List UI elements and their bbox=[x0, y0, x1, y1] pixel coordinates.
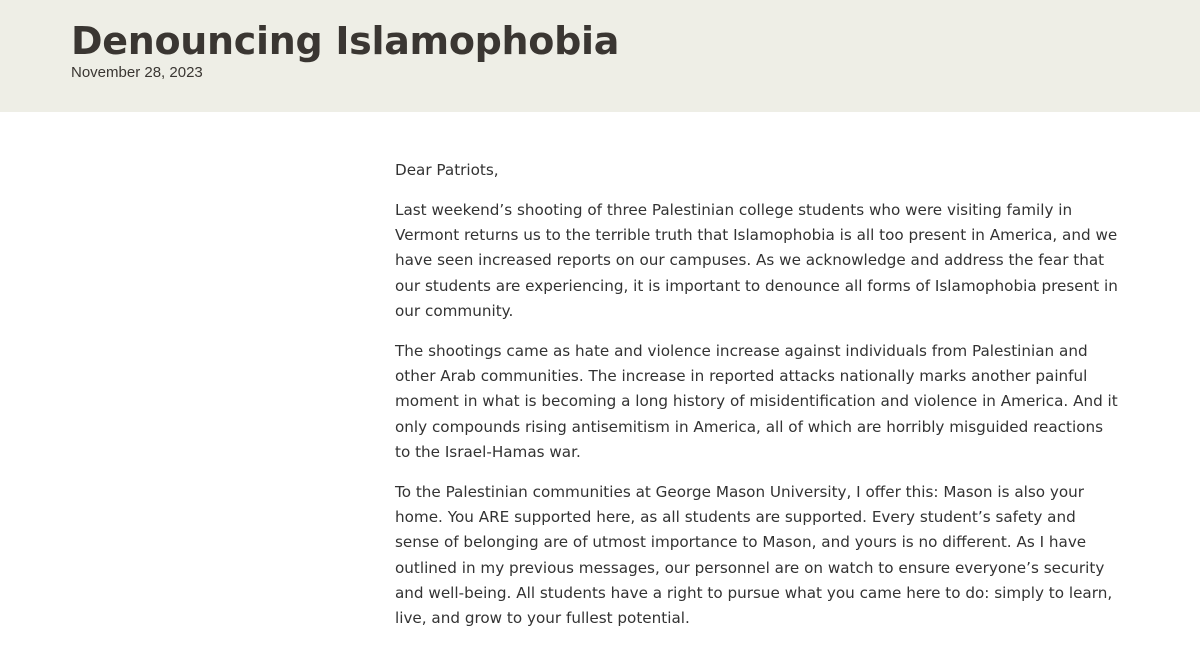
letter-body bbox=[395, 158, 1123, 646]
letter-paragraph: Last weekend’s shooting of three Palestinian college students who were visiting family in Vermont returns us to the terrible truth that Islamophobia is all too present in America, and we have seen increased reports on our campuses. As we acknowledge and address the fear that our students are experiencing, it is important to denounce all forms of Islamophobia present in our community. bbox=[395, 200, 1118, 320]
page-header bbox=[0, 0, 1200, 112]
letter-paragraph: The shootings came as hate and violence increase against individuals from Palestinian and other Arab communities. The increase in reported attacks nationally marks another painful moment in what is becoming a long history of misidentification and violence in America. And it only compounds rising antisemitism in America, all of which are horribly misguided reactions to the Israel-Hamas war. bbox=[395, 341, 1118, 461]
publish-date: November 28, 2023 bbox=[71, 64, 203, 81]
salutation: Dear Patriots, bbox=[395, 161, 499, 179]
page-title: Denouncing Islamophobia bbox=[71, 19, 620, 63]
letter-paragraph: To the Palestinian communities at George Mason University, I offer this: Mason is also your home. You ARE supported here, as all students are supported. Every student’s safety and sense of belonging are of utmost importance to Mason, and yours is no different. As I have outlined in my previous messages, our personnel are on watch to ensure everyone’s security and well-being. All students have a right to pursue what you came here to do: simply to learn, live, and grow to your fullest potential. bbox=[395, 482, 1113, 628]
